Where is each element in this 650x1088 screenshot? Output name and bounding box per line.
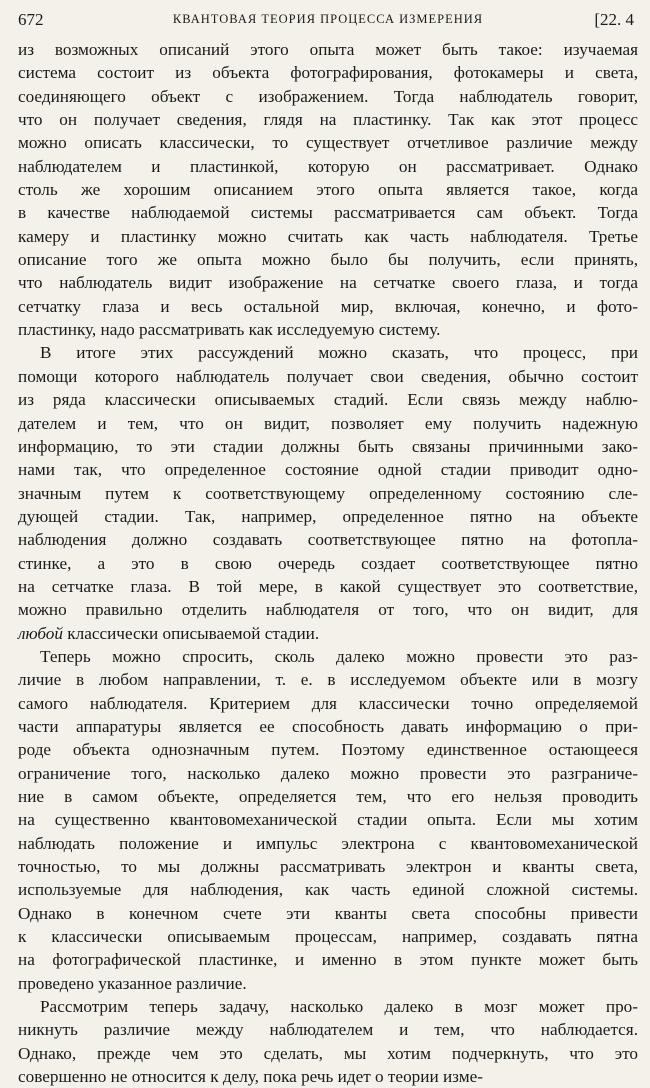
- text-line: используемые для наблюдения, как часть единой сложной системы.: [18, 880, 638, 900]
- paragraph: [18, 38, 638, 341]
- text-line: В итоге этих рассуждений можно сказать, что процесс, при: [40, 343, 638, 363]
- text-line: совершенно не относится к делу, пока речь идет о теории изме-: [18, 1067, 483, 1087]
- text-line: в качестве наблюдаемой системы рассматривается сам объект. Тогда: [18, 203, 638, 223]
- text-line: ограничение того, насколько далеко можно провести это разграниче-: [18, 763, 638, 783]
- text-line: помощи которого наблюдатель получает свои сведения, обычно состоит: [18, 366, 638, 386]
- text-line: никнуть различие между наблюдателем и тем, что наблюдается.: [18, 1020, 638, 1040]
- text-line: на фотографической пластинке, и именно в этом пункте может быть: [18, 950, 638, 970]
- text-line: ние в самом объекте, определяется тем, что его нельзя проводить: [18, 787, 638, 806]
- text-line: Однако в конечном счете эти кванты света способны привести: [18, 903, 638, 923]
- text-line: к классически описываемым процессам, например, создавать пятна: [18, 927, 638, 947]
- page-header: [18, 6, 638, 38]
- text-line: что он получает сведения, глядя на пластинку. Так как этот процесс: [18, 110, 638, 130]
- text-line: роде объекта однозначным путем. Поэтому единственное остающееся: [18, 740, 638, 760]
- text-line: сетчатку глаза и весь остальной мир, включая, конечно, и фото-: [18, 296, 638, 316]
- text-line: на существенно квантовомеханической стадии опыта. Если мы хотим: [18, 810, 638, 830]
- text-line: наблюдать положение и импульс электрона с квантовомеханической: [18, 833, 638, 853]
- text-line: Теперь можно спросить, сколь далеко можно провести это раз-: [40, 646, 638, 666]
- text-line: личие в любом направлении, т. е. в исследуемом объекте или в мозгу: [18, 670, 638, 690]
- text-line: из возможных описаний этого опыта может быть такое: изучаемая: [18, 40, 638, 59]
- text-line: дателем и тем, что он видит, позволяет ему получить надежную: [18, 413, 638, 433]
- text-line: система состоит из объекта фотографирования, фотокамеры и света,: [18, 63, 638, 83]
- text-line: камеру и пластинку можно считать как часть наблюдателя. Третье: [18, 226, 638, 246]
- text-line: самого наблюдателя. Критерием для классически точно определяемой: [18, 693, 638, 713]
- text-line: что наблюдатель видит изображение на сетчатке своего глаза, и тогда: [18, 273, 638, 293]
- text-line: любой классически описываемой стадии.: [18, 623, 320, 643]
- text-line: нами так, что определенное состояние одной стадии приводит одно-: [18, 460, 638, 480]
- text-line: из ряда классически описываемых стадий. Если связь между наблю-: [18, 390, 638, 410]
- text-line: проведено указанное различие.: [18, 973, 247, 993]
- section-number: [22. 4: [594, 10, 634, 29]
- paragraph: [18, 645, 638, 995]
- page-number: 672: [18, 10, 44, 29]
- running-title: КВАНТОВАЯ ТЕОРИЯ ПРОЦЕССА ИЗМЕРЕНИЯ: [172, 12, 484, 26]
- text-line: Однако, прежде чем это сделать, мы хотим подчеркнуть, что это: [18, 1043, 638, 1063]
- text-line: значным путем к соответствующему определенному состоянию сле-: [18, 483, 638, 503]
- text-line: описание того же опыта можно было бы получить, если принять,: [18, 250, 638, 270]
- text-line: пластинку, надо рассматривать как исследуемую систему.: [18, 320, 441, 340]
- paragraph: [18, 995, 638, 1088]
- text-line: наблюдения должно создавать соответствующее пятно на фотопла-: [18, 530, 638, 550]
- text-line: стинке, а это в свою очередь создает соответствующее пятно: [18, 553, 638, 573]
- text-line: можно описать классически, то существует отчетливое различие между: [18, 133, 638, 153]
- text-line: информацию, то эти стадии должны быть связаны причинными зако-: [18, 436, 638, 456]
- text-line: дующей стадии. Так, например, определенное пятно на объекте: [18, 506, 638, 526]
- text-line: Рассмотрим теперь задачу, насколько далеко в мозг может про-: [40, 997, 638, 1017]
- text-line: наблюдателем и пластинкой, которую он рассматривает. Однако: [18, 156, 638, 176]
- text-line: можно правильно отделить наблюдателя от того, что он видит, для: [18, 600, 638, 620]
- text-line: части аппаратуры является ее способность давать информацию о при-: [18, 716, 638, 736]
- text-line: столь же хорошим описанием этого опыта является такое, когда: [18, 180, 638, 200]
- text-line: на сетчатке глаза. В той мере, в какой существует это соответствие,: [18, 576, 638, 596]
- text-line: точностью, то мы должны рассматривать электрон и кванты света,: [18, 857, 638, 877]
- page-body: [18, 38, 638, 1088]
- text-line: соединяющего объект с изображением. Тогда наблюдатель говорит,: [18, 86, 638, 106]
- paragraph: [18, 341, 638, 644]
